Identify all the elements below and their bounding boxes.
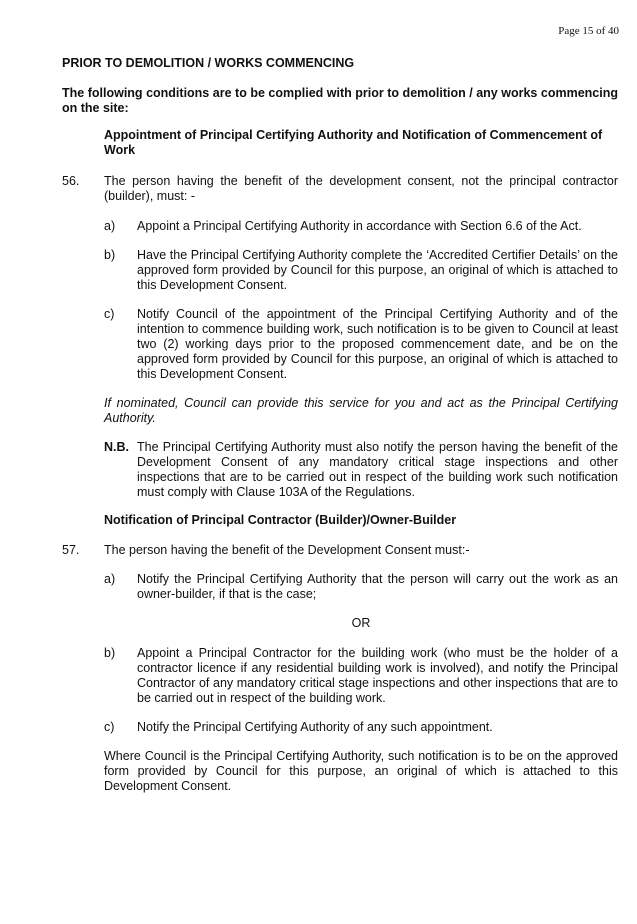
condition-56-note: If nominated, Council can provide this service for you and act as the Principal Certifying Authority. — [104, 396, 618, 425]
condition-57-number: 57. — [62, 543, 80, 557]
condition-57-item-a-text: Notify the Principal Certifying Authority that the person will carry out the work as an owner-builder, if that is the case; — [137, 572, 618, 601]
intro-paragraph: The following conditions are to be complied with prior to demolition / any works commencing on the site: — [62, 86, 618, 115]
condition-56-item-c-text: Notify Council of the appointment of the Principal Certifying Authority and of the intention to commence building work, such notification is to be given to Council at least two (2) working days prior to the proposed commencement date, and be on the approved form provided by Council for this purpose, an original of which is attached to this Development Consent. — [137, 307, 618, 381]
condition-56-title: Appointment of Principal Certifying Authority and Notification of Commencement of Work — [104, 128, 603, 157]
condition-56-text: The person having the benefit of the development consent, not the principal contractor (builder), must: - — [104, 174, 618, 203]
condition-56-number: 56. — [62, 174, 80, 188]
nb-label: N.B. — [104, 440, 129, 454]
condition-57-item-c-text: Notify the Principal Certifying Authority of any such appointment. — [137, 720, 493, 734]
page-number: Page 15 of 40 — [558, 25, 619, 37]
condition-57-text: The person having the benefit of the Development Consent must:- — [104, 543, 470, 557]
condition-56-item-c-label: c) — [104, 307, 115, 321]
nb-text: The Principal Certifying Authority must also notify the person having the benefit of the Development Consent of any mandatory critical stage inspections and other inspections that are to be carried out in respect of the building work such notification must comply with Clause 103A of the Regulations. — [137, 440, 618, 499]
condition-56-item-a-text: Appoint a Principal Certifying Authority in accordance with Section 6.6 of the Act. — [137, 219, 582, 233]
condition-57-item-b-text: Appoint a Principal Contractor for the building work (who must be the holder of a contractor licence if any residential building work is involved), and notify the Principal Contractor of any mandatory critical stage inspections and other inspections that are to be carried out in respect of the building work. — [137, 646, 618, 705]
condition-57-closing: Where Council is the Principal Certifying Authority, such notification is to be on the approved form provided by Council for this purpose, an original of which is attached to this Development Consent. — [104, 749, 618, 793]
section-heading: PRIOR TO DEMOLITION / WORKS COMMENCING — [62, 56, 355, 70]
condition-56-item-a-label: a) — [104, 219, 116, 233]
or-separator: OR — [351, 616, 371, 630]
condition-57-item-b-label: b) — [104, 646, 116, 660]
condition-57-item-c-label: c) — [104, 720, 115, 734]
condition-57-title: Notification of Principal Contractor (Builder)/Owner-Builder — [104, 513, 457, 527]
condition-56-item-b-text: Have the Principal Certifying Authority complete the ‘Accredited Certifier Details’ on the approved form provided by Council for this purpose, an original of which is attached to this Development Consent. — [137, 248, 618, 292]
condition-56-item-b-label: b) — [104, 248, 116, 262]
condition-57-item-a-label: a) — [104, 572, 116, 586]
